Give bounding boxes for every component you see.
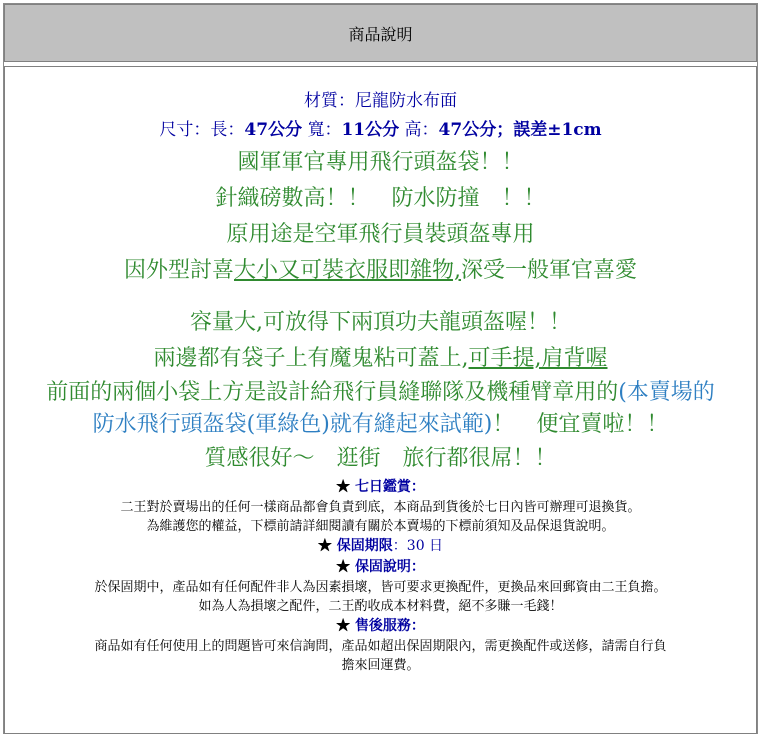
- spec-width-label: 寬：: [302, 120, 342, 140]
- warranty-info-title: 保固說明：: [354, 559, 425, 575]
- seven-day-text-1: 二王對於賣場出的任何一樣商品都會負責到底，本商品到貨後於七日內皆可辦理可退換貨。: [120, 500, 641, 515]
- section-header: [4, 4, 757, 62]
- promo-line-6-b: 可手提,肩背喔: [468, 346, 608, 371]
- spec-height-label: 高：: [399, 120, 439, 140]
- promo-line-4-b: 大小又可裝衣服即雜物,: [234, 258, 461, 283]
- warranty-info-text-1: 於保固期中，產品如有任何配件非人為因素損壞，皆可要求更換配件，更換品來回郵資由二王負擔。: [94, 580, 667, 595]
- star-icon: ★: [336, 618, 351, 634]
- spec-size-prefix: 尺寸：長：: [159, 120, 245, 140]
- after-sales-text-1: 商品如有任何使用上的問題皆可來信詢問，產品如超出保固期限內，需更換配件或送修，請需自行負: [94, 639, 667, 654]
- promo-line-2: 針織磅數高！！ 防水防撞 ！！: [215, 186, 546, 211]
- promo-line-5: 容量大,可放得下兩頂功夫龍頭盔喔！！: [190, 310, 571, 335]
- spec-height: 47公分: [438, 120, 497, 140]
- promo-line-4-a: 因外型討喜: [123, 258, 234, 283]
- seven-day-title: 七日鑑賞：: [354, 479, 425, 495]
- spec-material: 材質：尼龍防水布面: [304, 91, 457, 111]
- star-icon: ★: [336, 479, 351, 495]
- warranty-period-title: 保固期限: [336, 538, 393, 554]
- spec-length: 47公分: [244, 120, 303, 140]
- page-title: 商品說明: [348, 24, 413, 44]
- warranty-info-text-2: 如為人為損壞之配件，二王酌收成本材料費，絕不多賺一毛錢！: [198, 599, 563, 614]
- promo-line-6: [5, 341, 756, 377]
- seven-day-text-2: 為維護您的權益，下標前請詳細閱讀有關於本賣場的下標前須知及品保退貨說明。: [146, 519, 615, 534]
- promo-line-4-c: 深受一般軍官喜愛: [461, 258, 638, 283]
- spec-size: [5, 116, 756, 145]
- star-icon: ★: [317, 538, 332, 554]
- promo-line-8: [5, 409, 756, 441]
- promo-line-3: 原用途是空軍飛行員裝頭盔專用: [226, 222, 535, 247]
- promo-line-6-a: 兩邊都有袋子上有魔鬼粘可蓋上,: [153, 346, 469, 371]
- after-sales-title: 售後服務：: [354, 618, 425, 634]
- section-title-seven-day: [5, 477, 756, 498]
- warranty-period-value: ：30 日: [392, 538, 444, 554]
- after-sales-text-2: 擔來回運費。: [341, 658, 420, 673]
- promo-line-9: 質感很好～ 逛街 旅行都很屌！！: [204, 446, 557, 471]
- section-title-warranty-info: [5, 557, 756, 578]
- section-title-warranty-period: [5, 536, 756, 557]
- promo-line-8-blue: 防水飛行頭盔袋(軍綠色)就有縫起來試範): [92, 412, 493, 437]
- spec-tolerance: ；誤差±1cm: [496, 120, 602, 140]
- section-title-after-sales: [5, 616, 756, 637]
- spec-width: 11公分: [341, 120, 400, 140]
- promo-line-4: [5, 253, 756, 289]
- product-description: [4, 66, 757, 734]
- promo-line-8-green: ！ 便宜賣啦！！: [492, 412, 669, 437]
- star-icon: ★: [336, 559, 351, 575]
- promo-line-1: 國軍軍官專用飛行頭盔袋！！: [237, 150, 524, 175]
- promo-line-7-blue: (本賣場的: [618, 380, 715, 405]
- promo-line-7: [5, 377, 756, 409]
- promo-line-7-green: 前面的兩個小袋上方是設計給飛行員縫聯隊及機種臂章用的: [46, 380, 619, 405]
